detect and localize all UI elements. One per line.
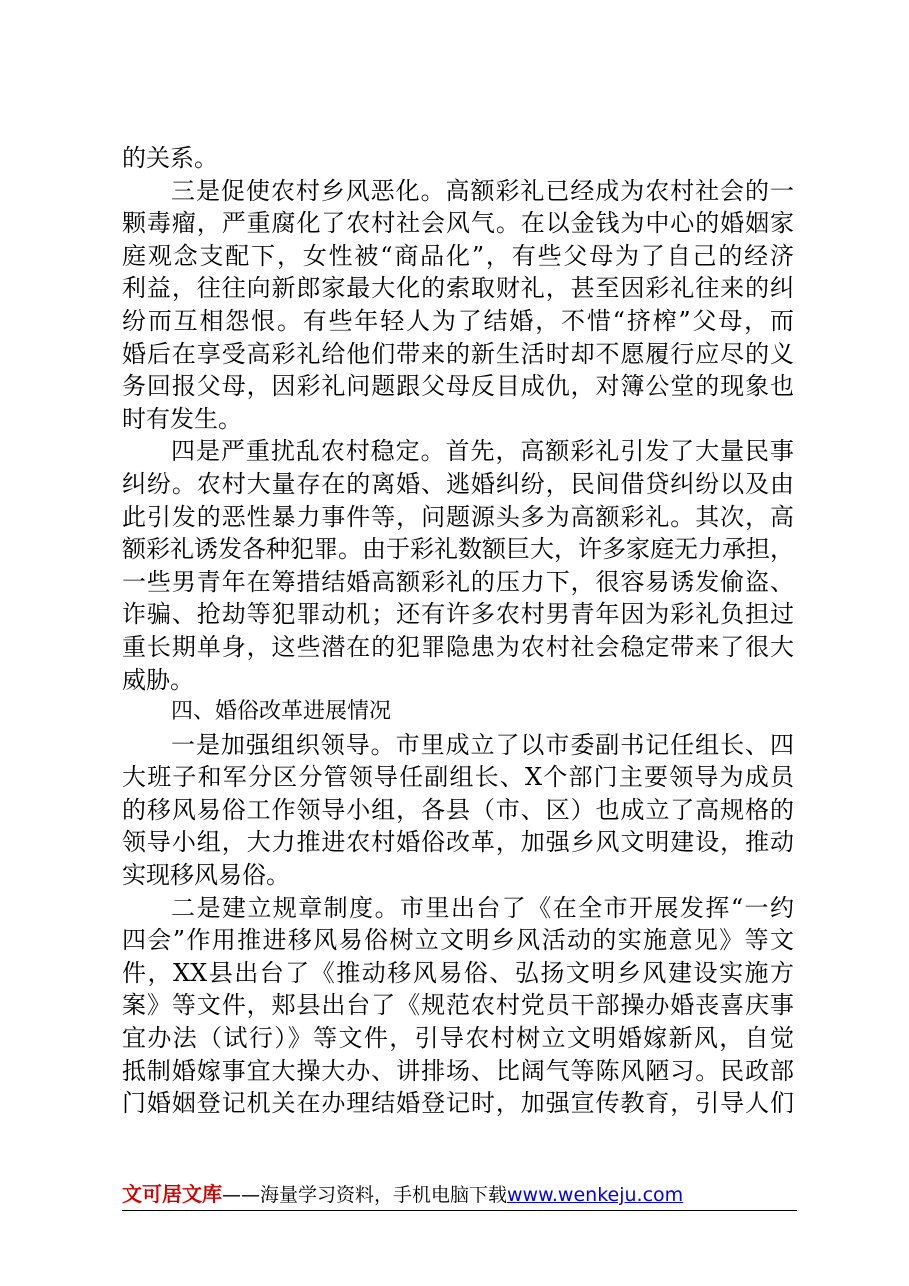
text-line: 一些男青年在筹措结婚高额彩礼的压力下，很容易诱发偷盗、: [122, 567, 794, 596]
footer-text: ——海量学习资料，手机电脑下载: [222, 1184, 508, 1206]
text-line: 四会”作用推进移风易俗树立文明乡风活动的实施意见》等文: [122, 926, 794, 955]
text-line: 门婚姻登记机关在办理结婚登记时，加强宣传教育，引导人们: [122, 1089, 794, 1118]
text-line: 宜办法（试行）》等文件，引导农村树立文明婚嫁新风，自觉: [122, 1024, 794, 1053]
text-line: 件，XX县出台了《推动移风易俗、弘扬文明乡风建设实施方: [122, 958, 794, 987]
text-line: 利益，往往向新郎家最大化的索取财礼，甚至因彩礼往来的纠: [122, 274, 794, 303]
text-line: 纠纷。农村大量存在的离婚、逃婚纠纷，民间借贷纠纷以及由: [122, 469, 794, 498]
text-line: 大班子和军分区分管领导任副组长、X个部门主要领导为成员: [122, 763, 794, 792]
document-body: [122, 142, 794, 1120]
text-line: 时有发生。: [122, 404, 242, 433]
text-line: 颗毒瘤，严重腐化了农村社会风气。在以金钱为中心的婚姻家: [122, 209, 794, 238]
text-line: 的移风易俗工作领导小组，各县（市、区）也成立了高规格的: [122, 795, 794, 824]
section-heading: 四、婚俗改革进展情况: [171, 699, 392, 725]
text-line: 重长期单身，这些潜在的犯罪隐患为农村社会稳定带来了很大: [122, 632, 794, 661]
text-line: 案》等文件，郏县出台了《规范农村党员干部操办婚丧喜庆事: [122, 991, 794, 1020]
footer-divider: [122, 1210, 797, 1211]
text-line: 实现移风易俗。: [122, 861, 290, 890]
text-line: 纷而互相怨恨。有些年轻人为了结婚，不惜“挤榨”父母，而: [122, 306, 794, 335]
text-line: 此引发的恶性暴力事件等，问题源头多为高额彩礼。其次，高: [122, 502, 794, 531]
text-line: 婚后在享受高彩礼给他们带来的新生活时却不愿履行应尽的义: [122, 339, 794, 368]
text-line: 诈骗、抢劫等犯罪动机；还有许多农村男青年因为彩礼负担过: [122, 600, 794, 629]
text-line: 一是加强组织领导。市里成立了以市委副书记任组长、四: [171, 730, 794, 759]
text-line: 的关系。: [122, 144, 218, 172]
footer-link[interactable]: www.wenkeju.com: [507, 1184, 684, 1206]
text-line: 三是促使农村乡风恶化。高额彩礼已经成为农村社会的一: [171, 176, 794, 205]
text-line: 额彩礼诱发各种犯罪。由于彩礼数额巨大，许多家庭无力承担，: [122, 535, 794, 564]
text-line: 四是严重扰乱农村稳定。首先，高额彩礼引发了大量民事: [171, 437, 794, 466]
text-line: 庭观念支配下，女性被“商品化”，有些父母为了自己的经济: [122, 241, 794, 270]
text-line: 抵制婚嫁事宜大操大办、讲排场、比阔气等陈风陋习。民政部: [122, 1056, 794, 1085]
footer-brand: 文可居文库: [122, 1182, 222, 1206]
text-line: 二是建立规章制度。市里出台了《在全市开展发挥“一约: [171, 893, 794, 922]
text-line: 威胁。: [122, 665, 194, 694]
text-line: 务回报父母，因彩礼问题跟父母反目成仇，对簿公堂的现象也: [122, 372, 794, 401]
footer: [122, 1180, 683, 1209]
text-line: 领导小组，大力推进农村婚俗改革，加强乡风文明建设，推动: [122, 828, 794, 857]
